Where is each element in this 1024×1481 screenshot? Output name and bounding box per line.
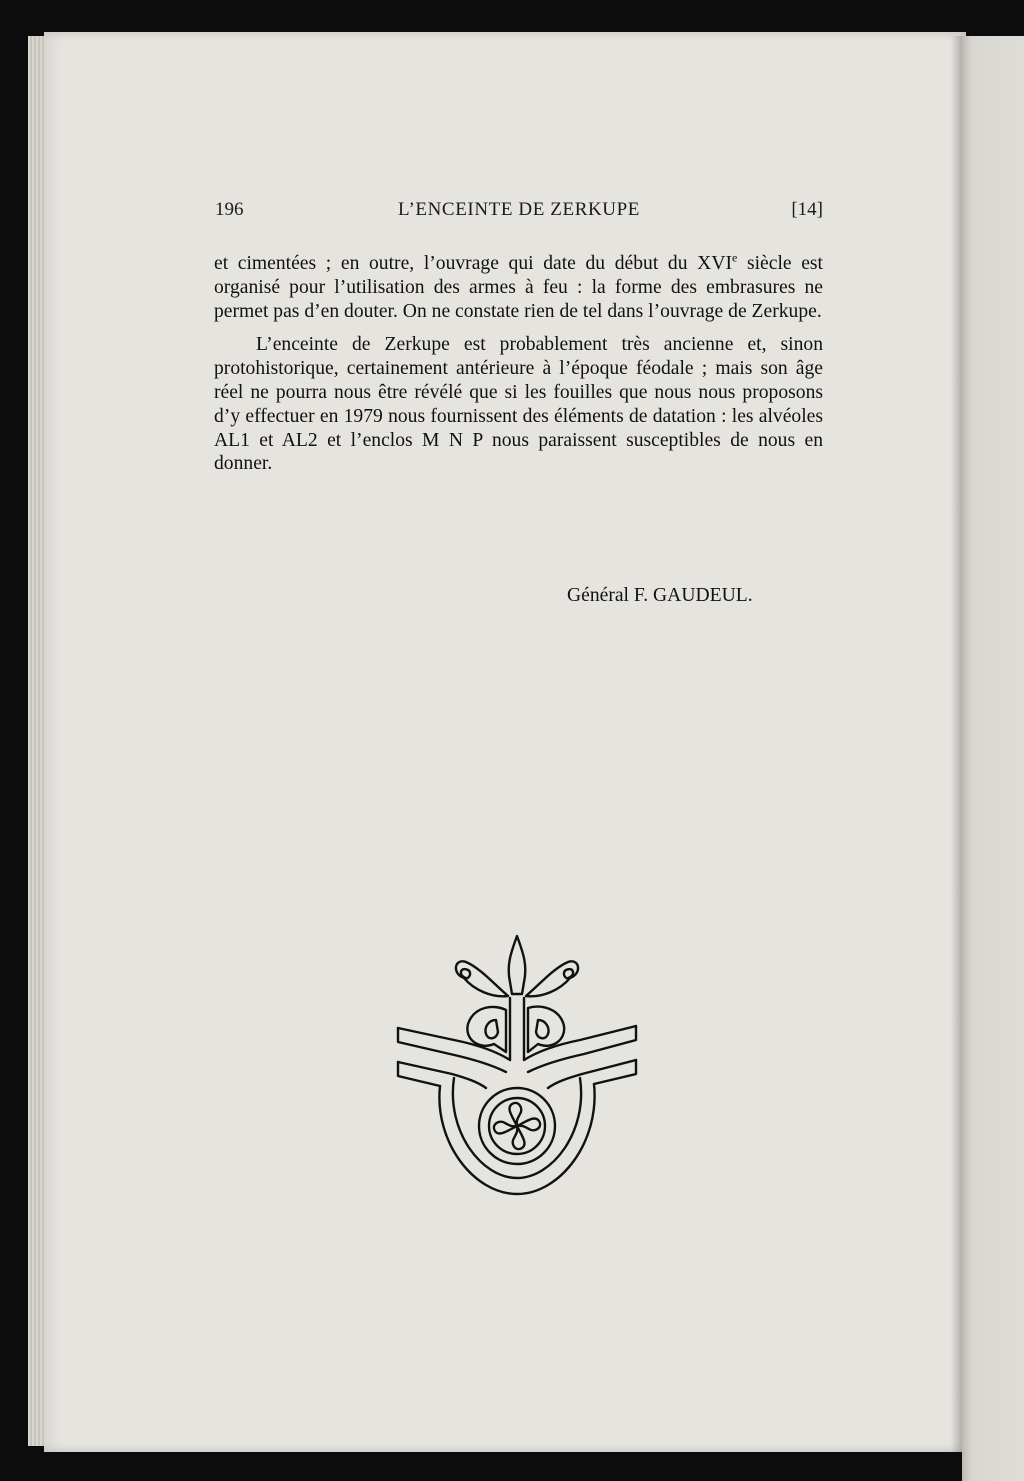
paragraph-1 xyxy=(214,252,823,323)
book-page xyxy=(44,32,966,1452)
basque-emblem-lauburu-icon xyxy=(394,932,640,1198)
paragraph-1-start: et cimentées ; en outre, l’ouvrage qui date du début du XVI xyxy=(214,253,732,274)
running-title: L’ENCEINTE DE ZERKUPE xyxy=(398,199,640,220)
body-text xyxy=(214,252,823,476)
section-marker: [14] xyxy=(791,199,823,220)
page-number: 196 xyxy=(215,199,244,220)
author-signature: Général F. GAUDEUL. xyxy=(567,585,753,606)
facing-page-edge xyxy=(962,36,1024,1481)
paragraph-2: L’enceinte de Zerkupe est probablement très ancienne et, sinon protohistorique, certainement antérieure à l’époque féodale ; mais son âge réel ne pourra nous être révélé que si les fouilles que nous nous proposons d’y effectuer en 1979 nous fournissent des éléments de datation : les alvéoles AL1 et AL2 et l’enclos M N P nous paraissent susceptibles de nous en donner. xyxy=(214,334,823,475)
paragraph-1-end: siècle est organisé pour l’utilisation des armes à feu : la forme des embrasures ne permet pas d’en douter. On ne constate rien de tel dans l’ouvrage de Zerkupe. xyxy=(214,253,823,322)
running-header xyxy=(215,199,823,225)
century-superscript: e xyxy=(732,250,738,265)
